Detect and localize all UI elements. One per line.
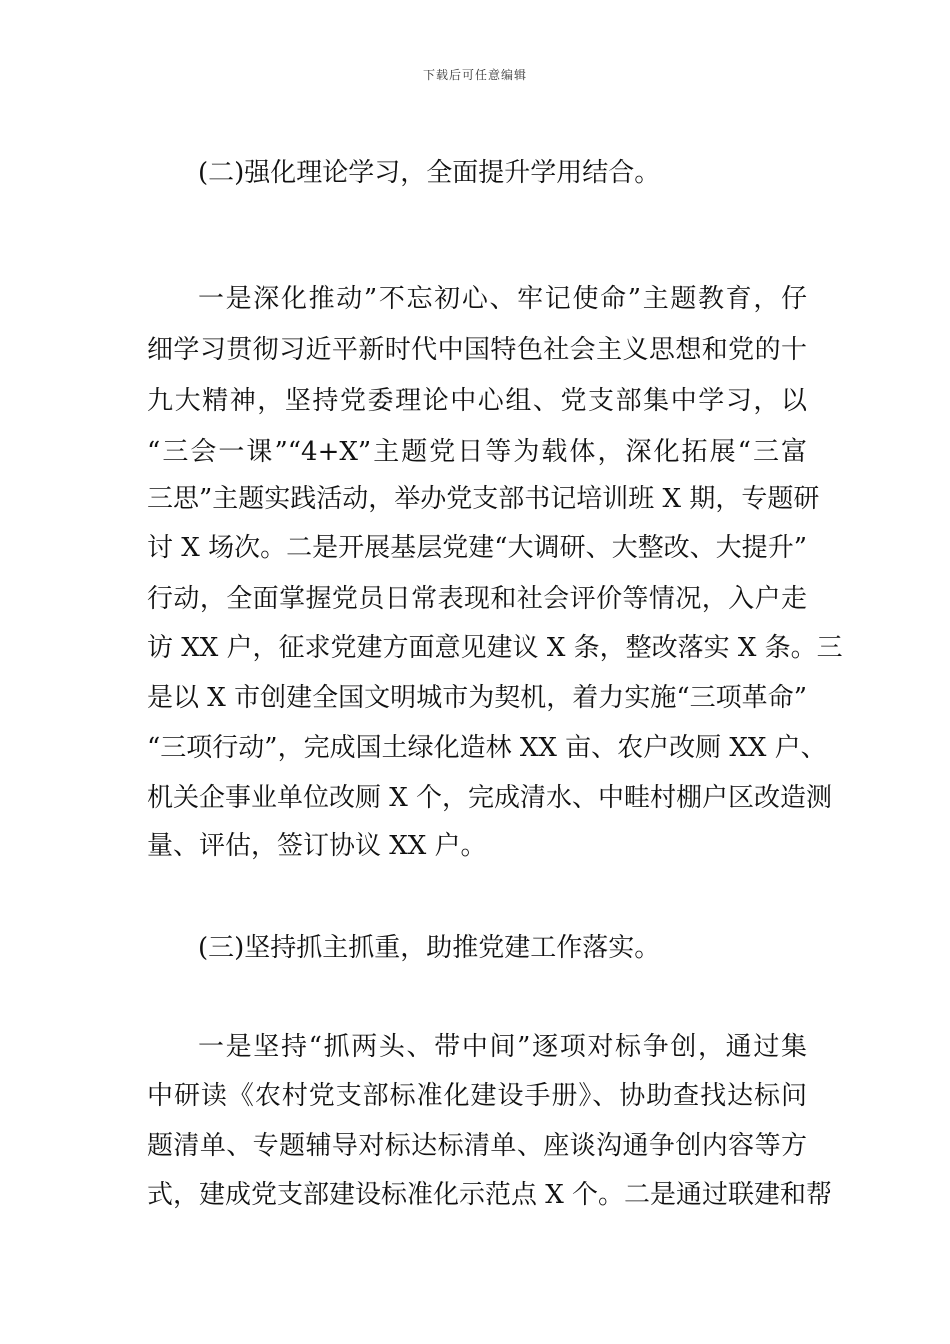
page-header: 下载后可任意编辑: [422, 68, 527, 82]
paragraph-line: 九大精神，坚持党委理论中心组、党支部集中学习，以: [147, 386, 807, 416]
paragraph-line: 三思”主题实践活动，举办党支部书记培训班 X 期，专题研: [147, 484, 820, 514]
paragraph-line: “三会一课”“4+X”主题党日等为载体，深化拓展“三富: [147, 437, 807, 467]
paragraph-line: 一是坚持“抓两头、带中间”逐项对标争创，通过集: [198, 1032, 807, 1062]
paragraph-line: 讨 X 场次。二是开展基层党建“大调研、大整改、大提升”: [147, 533, 807, 563]
paragraph-line: 一是深化推动”不忘初心、牢记使命”主题教育，仔: [198, 284, 807, 314]
paragraph-line: 行动，全面掌握党员日常表现和社会评价等情况，入户走: [147, 584, 807, 614]
paragraph-line: 中研读《农村党支部标准化建设手册》、协助查找达标问: [147, 1081, 807, 1111]
paragraph-line: 式，建成党支部建设标准化示范点 X 个。二是通过联建和帮: [147, 1180, 833, 1210]
paragraph-line: 量、评估，签订协议 XX 户。: [147, 831, 487, 861]
paragraph-line: 是以 X 市创建全国文明城市为契机，着力实施“三项革命”: [147, 683, 807, 713]
section-heading: (三)坚持抓主抓重，助推党建工作落实。: [198, 933, 661, 963]
paragraph-line: “三项行动”，完成国土绿化造林 XX 亩、农户改厕 XX 户、: [147, 733, 827, 763]
paragraph-line: 题清单、专题辅导对标达标清单、座谈沟通争创内容等方: [147, 1131, 807, 1161]
paragraph-line: 细学习贯彻习近平新时代中国特色社会主义思想和党的十: [147, 335, 807, 365]
section-heading: (二)强化理论学习，全面提升学用结合。: [198, 158, 661, 188]
paragraph-line: 访 XX 户，征求党建方面意见建议 X 条，整改落实 X 条。三: [147, 633, 843, 663]
paragraph-line: 机关企事业单位改厕 X 个，完成清水、中畦村棚户区改造测: [147, 783, 833, 813]
